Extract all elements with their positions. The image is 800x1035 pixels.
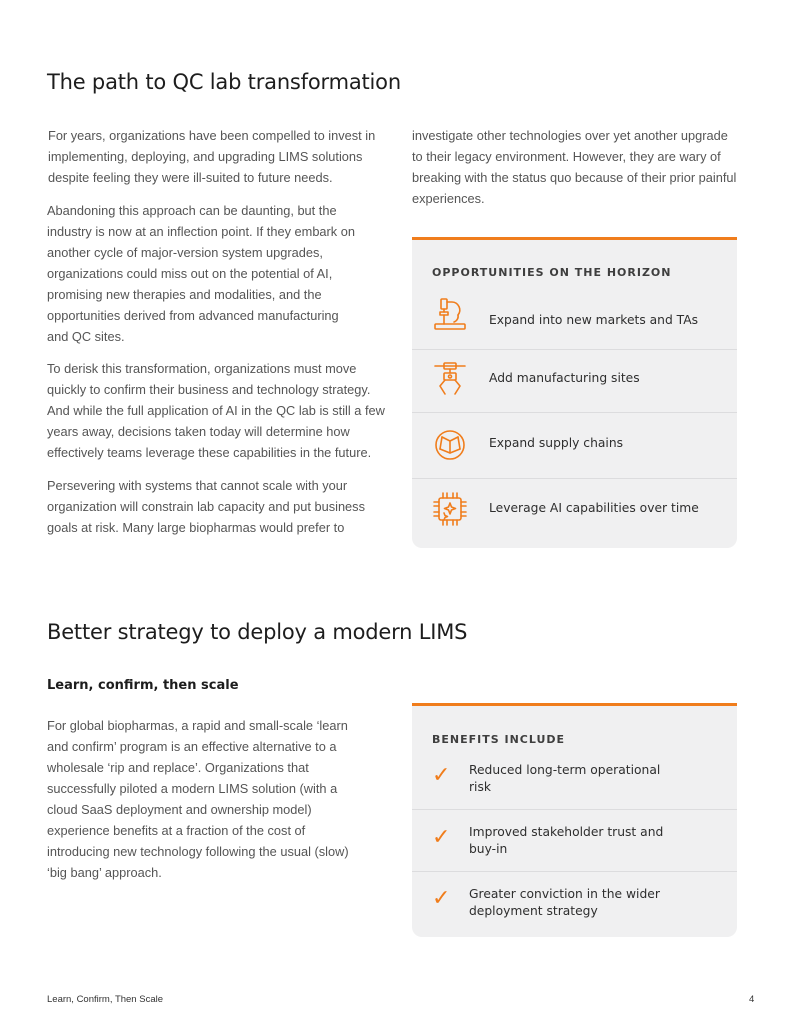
subheading-learn-confirm: Learn, confirm, then scale bbox=[47, 678, 239, 693]
globe-network-icon bbox=[432, 427, 468, 463]
robotic-arm-icon bbox=[432, 362, 468, 398]
checkmark-icon: ✓ bbox=[432, 825, 451, 850]
paragraph-global-biopharmas: For global biopharmas, a rapid and small-scale ‘learn and confirm’ program is an effective alternative to a wholesale ‘rip and replace’. Organizations that successfully piloted a modern LIMS solution (with a cloud SaaS deployment and ownership model) experience benefits at a fraction of the cost of introducing new technology following the usual (slow) ‘big bang’ approach. bbox=[47, 718, 349, 880]
benefits-title: BENEFITS INCLUDE bbox=[432, 733, 566, 746]
opportunity-item bbox=[412, 290, 737, 350]
ai-chip-icon bbox=[432, 491, 468, 527]
paragraph-abandoning: Abandoning this approach can be daunting, but the industry is now at an inflection point. If they embark on another cycle of major-version system upgrades, organizations could miss out on the potential of AI, promising new therapies and modalities, and the opportunities derived from advanced manufacturing and QC sites. bbox=[47, 203, 356, 344]
benefit-item bbox=[412, 810, 737, 872]
benefit-item bbox=[412, 872, 737, 936]
benefit-label: Improved stakeholder trust and buy-in bbox=[469, 825, 664, 856]
checkmark-icon: ✓ bbox=[432, 763, 451, 788]
opportunities-title: OPPORTUNITIES ON THE HORIZON bbox=[432, 266, 672, 279]
benefit-label: Greater conviction in the wider deployment strategy bbox=[469, 887, 660, 918]
section-heading-qc-lab: The path to QC lab transformation bbox=[47, 70, 401, 94]
paragraph-derisk: To derisk this transformation, organizations must move quickly to confirm their business and technology strategy. And while the full application of AI in the QC lab is still a few years away, decisions taken today will determine how effectively teams leverage these capabilities in the future. bbox=[47, 361, 385, 460]
section-heading-modern-lims: Better strategy to deploy a modern LIMS bbox=[47, 620, 468, 644]
opportunity-label: Expand into new markets and TAs bbox=[489, 313, 699, 327]
benefits-card bbox=[412, 703, 737, 937]
paragraph-persevering: Persevering with systems that cannot scale with your organization will constrain lab capacity and put business goals at risk. Many large biopharmas would prefer to bbox=[47, 478, 365, 535]
checkmark-icon: ✓ bbox=[432, 886, 451, 911]
benefit-item bbox=[412, 756, 737, 810]
opportunity-item bbox=[412, 350, 737, 413]
opportunity-label: Leverage AI capabilities over time bbox=[489, 501, 699, 515]
opportunity-item bbox=[412, 413, 737, 479]
paragraph-investigate: investigate other technologies over yet another upgrade to their legacy environment. However, they are wary of breaking with the status quo because of their prior painful experiences. bbox=[412, 128, 737, 206]
footer-title: Learn, Confirm, Then Scale bbox=[47, 994, 163, 1005]
opportunities-card bbox=[412, 237, 737, 548]
benefit-label: Reduced long-term operational risk bbox=[469, 763, 661, 794]
page-number: 4 bbox=[749, 994, 755, 1005]
opportunity-label: Expand supply chains bbox=[489, 436, 624, 450]
microscope-icon bbox=[432, 296, 468, 332]
opportunity-label: Add manufacturing sites bbox=[489, 371, 640, 385]
opportunity-item bbox=[412, 479, 737, 545]
paragraph-intro: For years, organizations have been compelled to invest in implementing, deploying, and upgrading LIMS solutions despite feeling they were ill-suited to future needs. bbox=[48, 128, 376, 185]
